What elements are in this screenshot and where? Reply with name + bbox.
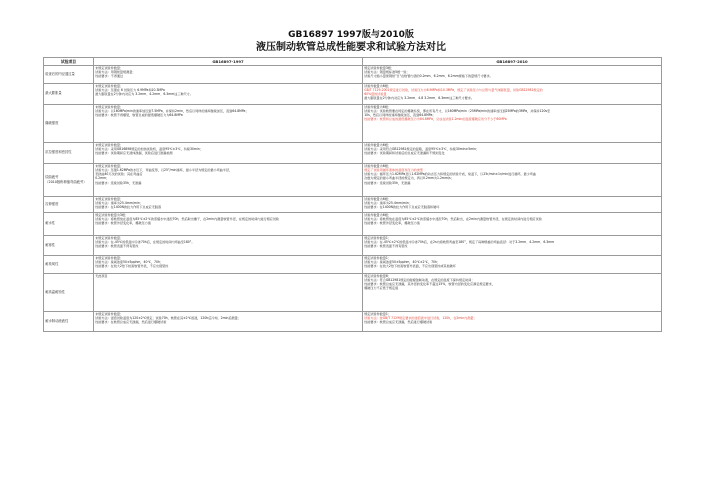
table-row xyxy=(44,255,662,273)
table-row xyxy=(44,83,662,104)
requirement-line: 0.2mm； xyxy=(95,176,110,181)
gb1997-requirement-cell xyxy=(94,83,363,104)
requirement-line: 试验方法：用钢丝量规测量； xyxy=(95,70,136,75)
gb1997-requirement-cell xyxy=(94,311,363,331)
requirement-line: 试验方法：采用GB16898规定的加热试验机，温度95℃±3℃，持续30min； xyxy=(95,147,203,152)
test-item-cell: 耐寒性 xyxy=(44,235,94,255)
requirement-line: 性能要求：试验期间和试验后的总成应无泄漏和不规则变化 xyxy=(364,151,445,156)
requirement-line: 性能要求：软管和总成的最低爆破压力为64.8MPa，总成在试验1.2min的温度爆破应该分不少于60MPa xyxy=(364,117,507,122)
requirement-line: 试验件数量为6根； xyxy=(364,197,391,202)
gb1997-requirement-cell xyxy=(94,235,363,255)
requirement-line: 试验方法：采用符合GB12981规定的温箱，温度95℃±3℃，持续30min±5min； xyxy=(364,147,480,152)
test-item-cell: 检查后的内径通过量 xyxy=(44,65,94,83)
requirement-line: 试验方法：按GB/T 7129规定要求的浸泡液中进行试验，120h，在2min内测量； xyxy=(364,316,477,321)
requirement-line: 试验件数量为6根； xyxy=(364,213,391,218)
requirement-line: 10s，然后以同样的速率继续加压，直到64.8MPa； xyxy=(364,113,436,118)
gb2010-requirement-cell xyxy=(363,142,662,163)
requirement-line: 试验方法：将软管放在温度为85℃±2℃的蒸馏水中浸泡70h，然后取出擦干，在2min内测量软管外径，在规定的时间内进行相应试验 xyxy=(95,217,280,222)
test-item-cell: 最大膨胀量 xyxy=(44,83,94,104)
requirement-line: 规定了试验用循环液体的温度和压力的类型 xyxy=(364,168,423,173)
requirement-line: 试验方法：在-45℃±2℃的低温中冷冻70h后，在2s内将软管弯曲至180°，规定了每种规格的弯曲直径：对于3.2mm、4.2mm、6.3mm xyxy=(364,240,555,245)
gb2010-requirement-cell xyxy=(363,255,662,273)
requirement-line: 性能要求：软管表面不得有裂纹 xyxy=(364,244,408,249)
requirement-line: 未规定试验件数量； xyxy=(95,105,124,110)
requirement-line: 性能要求：软管外径变化率，爆破压力值 xyxy=(95,221,151,226)
table-header-row xyxy=(44,58,662,66)
gb2010-requirement-cell xyxy=(363,311,662,331)
requirement-line: 试验方法：浸泡试验温度为120±2℃规定；试验70h，软管在其±2℃溶液，120h后冷却，2min后测量； xyxy=(95,316,241,321)
gb2010-requirement-cell xyxy=(363,235,662,255)
test-item-cell: 耐水性 xyxy=(44,212,94,235)
test-item-cell: 抗拉强度和密封性 xyxy=(44,142,94,163)
requirement-line: 性能要求：在放大2倍下检查软管外表，不应出现裂纹 xyxy=(95,264,169,269)
requirement-line: 规定试验件数量1； xyxy=(364,236,391,241)
requirement-line: 未规定试验件数量； xyxy=(95,143,124,148)
requirement-line: 未规定试验件数量； xyxy=(95,66,124,71)
requirement-line: 试验件数量为6根； xyxy=(364,143,391,148)
test-item-cell: 耐高温耐蚀性 xyxy=(44,273,94,311)
requirement-line: 未规定试验件数量； xyxy=(95,312,124,317)
header-gb1997: GB16897-1997 xyxy=(94,58,363,66)
requirement-line: 性能要求：在1400N的拉力作用下总成应无脱落和破坏 xyxy=(364,205,440,210)
gb1997-requirement-cell xyxy=(94,142,363,163)
table-row xyxy=(44,235,662,255)
table-body xyxy=(44,65,662,331)
requirement-line: 试验方法：符合GB12981规定的耐腐蚀制动液，在规定的温度下保持规定时间； xyxy=(364,278,475,283)
gb1997-requirement-cell xyxy=(94,196,363,212)
requirement-line: 无此项目 xyxy=(95,274,108,279)
requirement-line: 试验方法：在-45℃的低温中冷冻70h后，在规定的时间内弯曲至180°。 xyxy=(95,240,195,245)
requirement-line: 性能要求：在放大2倍下检查软管外表面，不应出现裂纹或其他破坏 xyxy=(364,264,456,269)
requirement-line: 试验件数量为6根； xyxy=(364,105,391,110)
table-row xyxy=(44,212,662,235)
test-item-cell: 挠曲疲劳 （2010版称伸缩弯曲疲劳） xyxy=(44,163,94,196)
requirement-line: 60%量的试验量 xyxy=(364,92,387,97)
requirement-line: 性能要求：软管表面不得有裂纹 xyxy=(95,244,139,249)
requirement-line: 规定试验件数量6； xyxy=(364,274,391,279)
requirement-line: 试验方法：速率为25.4mm/min； xyxy=(364,201,412,206)
document-subtitle: 液压制动软管总成性能要求和试验方法对比 xyxy=(256,42,446,53)
requirement-line: 试验方法：速率为25.4mm/min； xyxy=(95,201,143,206)
requirement-line: 试验方法：臭氧浓度50±5pphm，40℃±2℃，70h； xyxy=(364,260,441,265)
requirement-line: 试验方法：钢量规标准5根一致； xyxy=(364,70,410,75)
table-row xyxy=(44,273,662,311)
requirement-line: 最大膨胀量在2分钟内对应为 3.2mm、4.8 3.2mm、6.3mm这三种尺寸要求。 xyxy=(364,96,474,101)
table-row xyxy=(44,142,662,163)
requirement-line: 试验尺寸缩小量使钢丝"日"在软管内径的0.2mm、6.2mm、6.2mm规格下的量规尺寸要求。 xyxy=(364,74,493,79)
requirement-line: 试验方法：压强在 6 试验压力 6.9MPa和10.3MPa xyxy=(95,88,165,93)
gb2010-requirement-cell xyxy=(363,83,662,104)
gb1997-requirement-cell xyxy=(94,65,363,83)
requirement-line: 次数为规定的最小弯曲半径的规定为，再以0.2mm为1.2mm/s； xyxy=(364,176,454,181)
requirement-line: 性能要求：连续试验35h，无泄漏 xyxy=(364,180,411,185)
requirement-line: 规定试验件数量为3根； xyxy=(95,213,129,218)
gb2010-requirement-cell xyxy=(363,65,662,83)
requirement-line: 性能要求：软管总成应无泄漏，其外径的变化率不超过15%，软管内径的变化应满足规定要求， xyxy=(364,282,495,287)
gb1997-requirement-cell xyxy=(94,104,363,142)
header-gb2010: GB16897-2010 xyxy=(363,58,662,66)
requirement-line: 未规定试验件数量； xyxy=(95,256,124,261)
requirement-line: 试验方法：将软管放在温度为85℃±2℃的蒸馏水中浸泡70h，然后取出，在2min内测量软管外径，在规定的时间内进行相应试验 xyxy=(364,217,542,222)
requirement-line: 爆破压力不应低于规定值 xyxy=(364,286,399,291)
requirement-line: 性能要求：试验期间应无液体泄漏，试验后进行泄漏检测 xyxy=(95,151,173,156)
requirement-line: 性能要求：软管总成应无泄漏，然后进行爆破试验 xyxy=(364,320,433,325)
test-item-cell: 拉伸强度 xyxy=(44,196,94,212)
requirement-line: 性能要求：不得通过 xyxy=(95,74,124,79)
requirement-line: 规定试验件数量1； xyxy=(364,312,391,317)
requirement-line: 试验方法：臭氧浓度50±5pphm，40℃，70h； xyxy=(95,260,164,265)
requirement-line: 未规定试验件数量； xyxy=(95,84,124,89)
requirement-line: 性能要求：在1400N的拉力作用下总成应无脱落 xyxy=(95,205,162,210)
table-row xyxy=(44,196,662,212)
test-item-cell: 耐水制动液液性 xyxy=(44,311,94,331)
requirement-line: 最大膨胀量在2分钟内对应为 3.2mm、4.2mm、6.3mm这三种尺寸。 xyxy=(95,92,193,97)
table-row xyxy=(44,104,662,142)
requirement-line: 试验方法：压强1.62MPa的水压下，弯曲变形，以25°/min速率，最小半径为规定的最小弯曲半径， xyxy=(95,168,233,173)
gb1997-requirement-cell xyxy=(94,255,363,273)
gb2010-requirement-cell xyxy=(363,273,662,311)
requirement-line: 性能要求：软管不得爆裂，软管总成的最低爆破压力为64.8MPa xyxy=(95,113,183,118)
gb2010-requirement-cell xyxy=(363,163,662,196)
test-item-cell: 耐臭氧性 xyxy=(44,255,94,273)
gb2010-requirement-cell xyxy=(363,212,662,235)
table-row xyxy=(44,163,662,196)
requirement-line: 性能要求：连续试验35h，无泄漏 xyxy=(95,180,142,185)
table-row xyxy=(44,65,662,83)
gb1997-requirement-cell xyxy=(94,273,363,311)
requirement-line: 未规定试验件数量； xyxy=(95,197,124,202)
table-row xyxy=(44,311,662,331)
requirement-line: 试验方法：以160MPa/min的速率加压到7.5MPa，并保持2min，然后以同样的速率继续加压，直到64.8MPa； xyxy=(95,109,249,114)
test-item-cell: 爆破强度 xyxy=(44,104,94,142)
requirement-line: 规定试验件数量3根； xyxy=(364,66,394,71)
requirement-line: 试验件数量为6根； xyxy=(364,164,391,169)
requirement-line: 试验件数量为6根； xyxy=(364,84,391,89)
requirement-line: 至挠曲40万次的试验；其在弯曲后 xyxy=(95,172,143,177)
requirement-line: GB/T 7129-2001规定进行试验，试验压力为6.9MPa和10.3MPa，规定了试验压力与总管与量气体膨胀量，试验GB12981规定的 xyxy=(364,88,543,93)
requirement-line: 未规定试验件数量； xyxy=(95,164,124,169)
requirement-line: 规定试验件数量1； xyxy=(364,256,391,261)
document-title: GB16897 1997版与2010版 xyxy=(288,30,414,40)
gb1997-requirement-cell xyxy=(94,163,363,196)
header-test-item: 试验项目 xyxy=(44,58,94,66)
requirement-line: 未规定试验件数量； xyxy=(95,236,124,241)
requirement-line: 性能要求：在软管总成应无泄漏，然后进行爆破试验 xyxy=(95,320,167,325)
comparison-table xyxy=(43,57,662,332)
gb1997-requirement-cell xyxy=(94,212,363,235)
requirement-line: 试验方法：循环压力1.62MPa及以1.62MPa的动态压力和规定的试验介质，常温下，以25r/min±1r/min进行循环，最少弯曲 xyxy=(364,172,536,177)
requirement-line: 试验方法：试验软管要在特定的爆破系统，即在所有尺寸，以160MPa/min（25MPa/min的速率加压到25MPa的3MPa，并保持120s至 xyxy=(364,109,551,114)
gb2010-requirement-cell xyxy=(363,196,662,212)
requirement-line: 性能要求：软管外径变化率，爆破压力值 xyxy=(364,221,420,226)
gb2010-requirement-cell xyxy=(363,104,662,142)
